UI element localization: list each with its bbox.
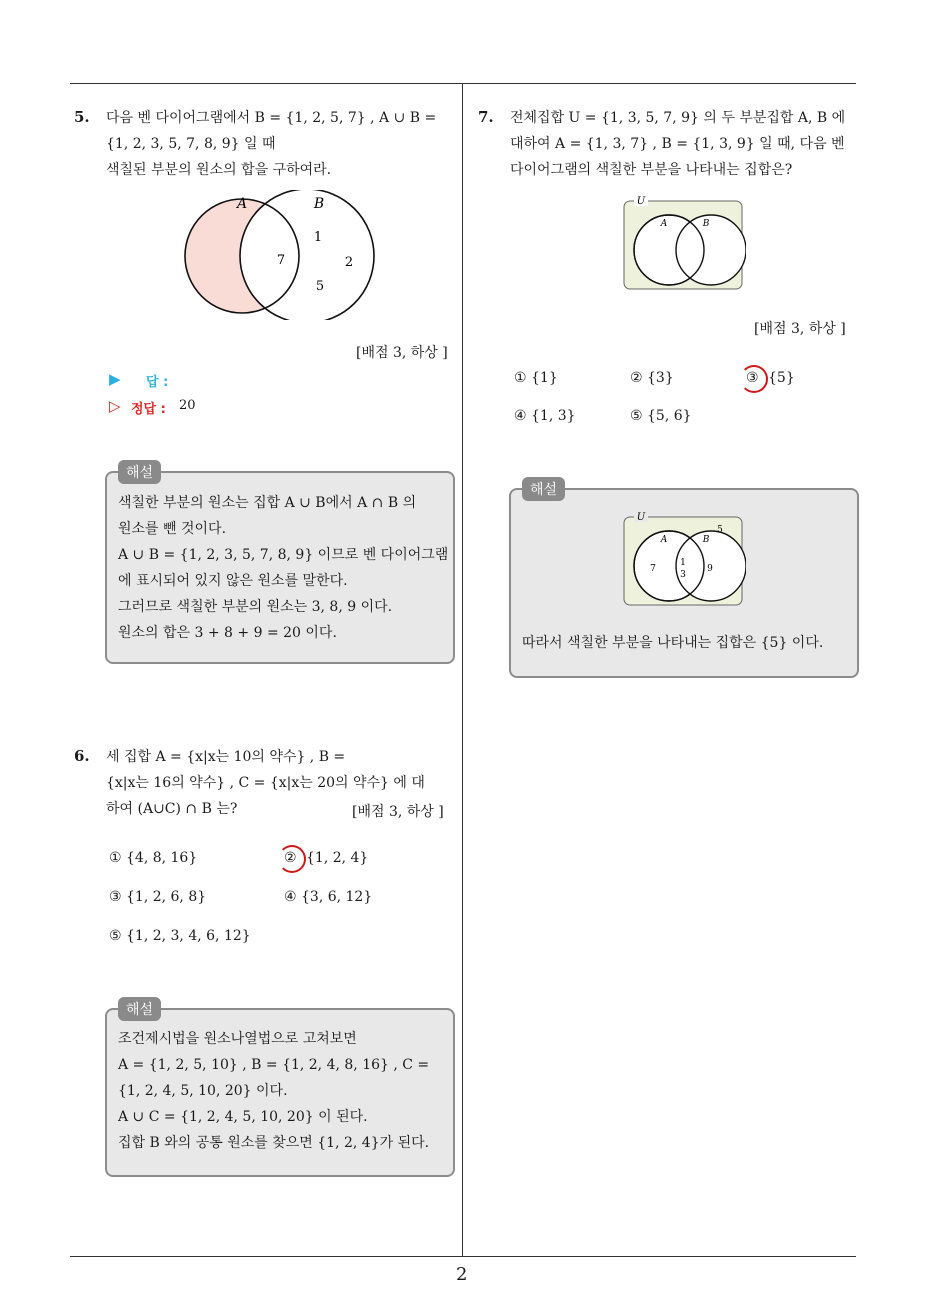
q7-venn-diagram (622, 194, 746, 292)
q5-solution-line-2: 원소를 뺀 것이다. (118, 521, 227, 537)
q6-solution-line-3: {1, 2, 4, 5, 10, 20} 이다. (118, 1083, 288, 1099)
q6-choice-2-number[interactable]: ② (284, 850, 297, 866)
q5-text-line-3: 색칠된 부분의 원소의 합을 구하여라. (106, 162, 332, 178)
q6-text-line-2: {x|x는 16의 약수} , C = {x|x는 20의 약수} 에 대 (106, 775, 425, 791)
q7-solution-venn-diagram (622, 510, 746, 608)
column-divider (462, 83, 463, 1256)
q5-label-a: A (236, 196, 248, 212)
q5-correct-arrow-icon: ▷ (109, 397, 121, 415)
q7-sol-label-a: A (660, 535, 668, 545)
bottom-rule (70, 1256, 856, 1257)
q6-number: 6. (74, 747, 90, 765)
q7-label-a: A (660, 219, 668, 229)
q7-choice-3-value[interactable]: {5} (768, 370, 795, 386)
q6-solution-tag: 해설 (118, 997, 161, 1021)
q6-solution-line-5: 집합 B 와의 공통 원소를 찾으면 {1, 2, 4}가 된다. (118, 1135, 430, 1151)
q6-choice-4[interactable]: ④ {3, 6, 12} (284, 889, 373, 905)
q7-choice-5[interactable]: ⑤ {5, 6} (630, 408, 692, 424)
q6-score: [배점 3, 하상 ] (352, 804, 444, 820)
q5-answer-arrow-icon: ▶ (109, 370, 121, 388)
q7-score: [배점 3, 하상 ] (754, 321, 846, 337)
q7-sol-element-9: 9 (707, 564, 713, 574)
q6-text-line-3: 하여 (A∪C) ∩ B 는? (106, 801, 238, 817)
q7-choice-3-number[interactable]: ③ (746, 370, 759, 386)
q7-set-b-circle (676, 215, 746, 285)
q6-solution-line-1: 조건제시법을 원소나열법으로 고쳐보면 (118, 1031, 357, 1047)
q7-choice-1[interactable]: ① {1} (514, 370, 558, 386)
q7-text-line-1: 전체집합 U = {1, 3, 5, 7, 9} 의 두 부분집합 A, B 에 (510, 110, 846, 126)
q5-solution-line-6: 원소의 합은 3 + 8 + 9 = 20 이다. (118, 625, 337, 641)
q5-solution-line-3: A ∪ B = {1, 2, 3, 5, 7, 8, 9} 이므로 벤 다이어그램 (118, 547, 449, 563)
q6-text-line-1: 세 집합 A = {x|x는 10의 약수} , B = (106, 749, 346, 765)
q5-element-1: 1 (313, 230, 323, 245)
q7-sol-element-7: 7 (650, 564, 656, 574)
q7-choice-4[interactable]: ④ {1, 3} (514, 408, 576, 424)
q6-choice-1[interactable]: ① {4, 8, 16} (109, 850, 198, 866)
top-rule (70, 83, 856, 84)
q7-solution-tag: 해설 (522, 477, 565, 501)
q7-solution-line-1: 따라서 색칠한 부분을 나타내는 집합은 {5} 이다. (522, 635, 824, 651)
q5-venn-diagram (180, 190, 380, 320)
q6-solution-line-2: A = {1, 2, 5, 10} , B = {1, 2, 4, 8, 16} , C = (118, 1057, 430, 1073)
q5-solution-tag: 해설 (118, 460, 161, 484)
q5-solution-line-4: 에 표시되어 있지 않은 원소를 말한다. (118, 573, 348, 589)
q6-choice-3[interactable]: ③ {1, 2, 6, 8} (109, 889, 207, 905)
q7-sol-element-5: 5 (717, 525, 723, 535)
q7-sol-label-u: U (636, 512, 646, 523)
q7-number: 7. (478, 108, 494, 126)
q5-element-2: 2 (344, 255, 354, 270)
q6-solution-line-4: A ∪ C = {1, 2, 4, 5, 10, 20} 이 된다. (118, 1109, 368, 1125)
q5-solution-line-5: 그러므로 색칠한 부분의 원소는 3, 8, 9 이다. (118, 599, 393, 615)
page-number: 2 (456, 1264, 468, 1285)
q5-element-5: 5 (315, 279, 325, 294)
q7-choice-2[interactable]: ② {3} (630, 370, 674, 386)
q7-sol-label-b: B (702, 535, 710, 545)
q5-correct-label: 정답 : (131, 402, 166, 417)
q5-text-line-1: 다음 벤 다이어그램에서 B = {1, 2, 5, 7} , A ∪ B = (106, 110, 437, 126)
q5-correct-value: 20 (179, 398, 196, 413)
q7-sol-element-3: 3 (680, 570, 686, 580)
q6-choice-5[interactable]: ⑤ {1, 2, 3, 4, 6, 12} (109, 928, 251, 944)
q5-label-b: B (313, 196, 325, 212)
q7-sol-element-1: 1 (680, 558, 686, 568)
q7-label-b: B (702, 219, 710, 229)
q5-answer-label: 답 : (146, 375, 169, 390)
q7-text-line-2: 대하여 A = {1, 3, 7} , B = {1, 3, 9} 일 때, 다음 벤 (510, 136, 845, 152)
q5-element-7: 7 (276, 253, 286, 268)
q7-selected-mark-icon (740, 365, 768, 393)
q6-choice-2-value[interactable]: {1, 2, 4} (306, 850, 369, 866)
q5-solution-line-1: 색칠한 부분의 원소는 집합 A ∪ B에서 A ∩ B 의 (118, 495, 417, 511)
q6-selected-mark-icon (278, 845, 306, 873)
q5-text-line-2: {1, 2, 3, 5, 7, 8, 9} 일 때 (106, 136, 276, 152)
q5-score: [배점 3, 하상 ] (356, 345, 448, 361)
q5-number: 5. (74, 108, 90, 126)
q7-label-u: U (636, 196, 646, 207)
q7-text-line-3: 다이어그램의 색칠한 부분을 나타내는 집합은? (510, 162, 793, 178)
